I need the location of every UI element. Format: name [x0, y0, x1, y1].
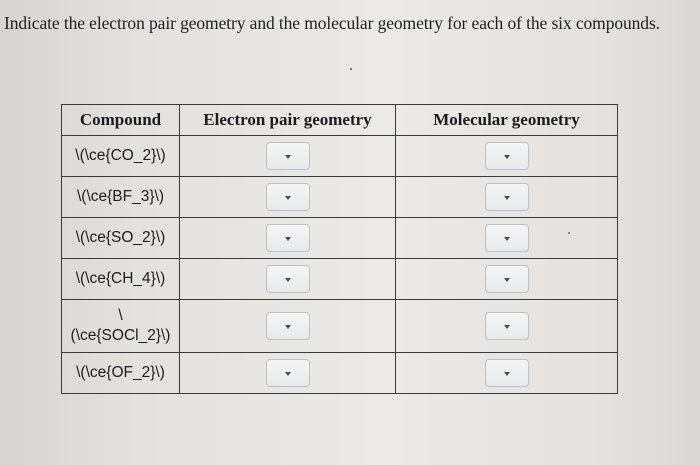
compound-label	[62, 306, 179, 346]
electron-geometry-dropdown[interactable]	[266, 224, 310, 252]
chevron-down-icon	[504, 237, 510, 241]
electron-geometry-cell	[180, 259, 396, 300]
table-row	[62, 136, 618, 177]
electron-geometry-dropdown[interactable]	[266, 359, 310, 387]
electron-geometry-dropdown[interactable]	[266, 312, 310, 340]
header-electron-pair-geometry: Electron pair geometry	[180, 105, 396, 136]
chevron-down-icon	[285, 372, 291, 376]
question-prompt: Indicate the electron pair geometry and the molecular geometry for each of the six compounds.	[4, 13, 660, 33]
dust-speck	[350, 68, 352, 70]
molecular-geometry-dropdown[interactable]	[485, 312, 529, 340]
electron-geometry-dropdown[interactable]	[266, 265, 310, 293]
table-row	[62, 218, 618, 259]
molecular-geometry-cell	[396, 259, 618, 300]
electron-geometry-cell	[180, 177, 396, 218]
chevron-down-icon	[285, 196, 291, 200]
table-row	[62, 177, 618, 218]
electron-geometry-dropdown[interactable]	[266, 142, 310, 170]
chevron-down-icon	[285, 278, 291, 282]
electron-geometry-cell	[180, 218, 396, 259]
compound-cell	[62, 136, 180, 177]
compound-cell	[62, 218, 180, 259]
molecular-geometry-cell	[396, 177, 618, 218]
compound-label: \(\ce{CO_2}\)	[75, 147, 166, 164]
table-row	[62, 353, 618, 394]
molecular-geometry-dropdown[interactable]	[485, 359, 529, 387]
chevron-down-icon	[504, 372, 510, 376]
chevron-down-icon	[285, 237, 291, 241]
electron-geometry-dropdown[interactable]	[266, 183, 310, 211]
chevron-down-icon	[504, 196, 510, 200]
chevron-down-icon	[285, 155, 291, 159]
chevron-down-icon	[285, 325, 291, 329]
compound-label-line2: (\ce{SOCl_2}\)	[70, 327, 171, 344]
compound-cell	[62, 300, 180, 353]
electron-geometry-cell	[180, 353, 396, 394]
compound-label: \(\ce{SO_2}\)	[75, 229, 166, 246]
compound-label: \(\ce{OF_2}\)	[76, 364, 165, 381]
header-row	[62, 105, 618, 136]
table-row	[62, 259, 618, 300]
molecular-geometry-cell	[396, 353, 618, 394]
header-molecular-geometry: Molecular geometry	[396, 105, 618, 136]
molecular-geometry-cell	[396, 300, 618, 353]
compound-label: \(\ce{BF_3}\)	[76, 188, 164, 205]
compound-cell	[62, 177, 180, 218]
molecular-geometry-cell	[396, 218, 618, 259]
molecular-geometry-dropdown[interactable]	[485, 183, 529, 211]
header-compound: Compound	[62, 105, 180, 136]
geometry-table	[61, 104, 618, 394]
compound-cell	[62, 259, 180, 300]
chevron-down-icon	[504, 155, 510, 159]
molecular-geometry-dropdown[interactable]	[485, 224, 529, 252]
molecular-geometry-dropdown[interactable]	[485, 265, 529, 293]
compound-label: \(\ce{CH_4}\)	[75, 270, 166, 287]
compound-cell	[62, 353, 180, 394]
electron-geometry-cell	[180, 300, 396, 353]
chevron-down-icon	[504, 278, 510, 282]
molecular-geometry-cell	[396, 136, 618, 177]
table-row	[62, 300, 618, 353]
molecular-geometry-dropdown[interactable]	[485, 142, 529, 170]
compound-label-line1: \	[118, 307, 123, 324]
electron-geometry-cell	[180, 136, 396, 177]
chevron-down-icon	[504, 325, 510, 329]
